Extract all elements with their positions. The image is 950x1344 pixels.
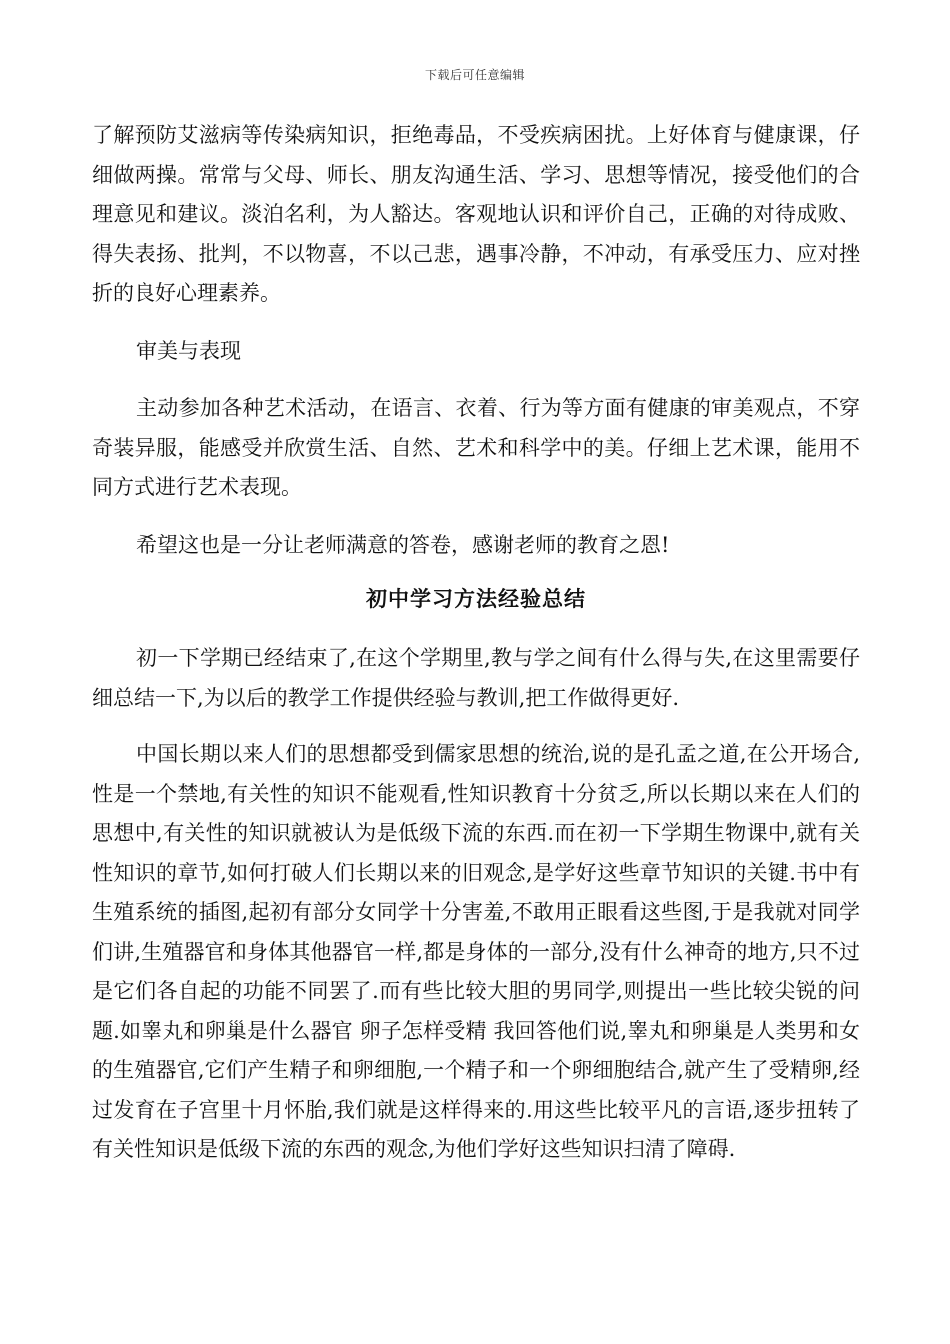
section-title: 初中学习方法经验总结 [366, 586, 586, 611]
document-body [92, 116, 860, 1170]
paragraph-main: 中国长期以来人们的思想都受到儒家思想的统治,说的是孔孟之道,在公开场合,性是一个禁地,有关性的知识不能观看,性知识教育十分贫乏,所以长期以来在人们的思想中,有关性的知识就被认为是低级下流的东西.而在初一下学期生物课中,就有关性知识的章节,如何打破人们长期以来的旧观念,是学好这些章节知识的关键.书中有生殖系统的插图,起初有部分女同学十分害羞,不敢用正眼看这些图,于是我就对同学们讲,生殖器官和身体其他器官一样,都是身体的一部分,没有什么神奇的地方,只不过是它们各自起的功能不同罢了.而有些比较大胆的男同学,则提出一些比较尖锐的问题.如睾丸和卵巢是什么器官 卵子怎样受精 我回答他们说,睾丸和卵巢是人类男和女的生殖器官,它们产生精子和卵细胞,一个精子和一个卵细胞结合,就产生了受精卵,经过发育在子宫里十月怀胎,我们就是这样得来的.用这些比较平凡的言语,逐步扭转了有关性知识是低级下流的东西的观念,为他们学好这些知识扫清了障碍. [92, 742, 860, 1161]
paragraph-aesthetics: 主动参加各种艺术活动，在语言、衣着、行为等方面有健康的审美观点，不穿奇装异服，能感受并欣赏生活、自然、艺术和科学中的美。仔细上艺术课，能用不同方式进行艺术表现。 [92, 396, 860, 499]
paragraph-closing: 希望这也是一分让老师满意的答卷，感谢老师的教育之恩! [136, 532, 670, 557]
paragraph-intro: 初一下学期已经结束了,在这个学期里,教与学之间有什么得与失,在这里需要仔细总结一下,为以后的教学工作提供经验与教训,把工作做得更好. [92, 646, 860, 710]
paragraph-health: 了解预防艾滋病等传染病知识，拒绝毒品，不受疾病困扰。上好体育与健康课，仔细做两操。常常与父母、师长、朋友沟通生活、学习、思想等情况，接受他们的合理意见和建议。淡泊名利，为人豁达。客观地认识和评价自己，正确的对待成败、得失表扬、批判，不以物喜，不以己悲，遇事冷静，不冲动，有承受压力、应对挫折的良好心理素养。 [92, 123, 860, 305]
page-header: 下载后可任意编辑 [424, 68, 525, 82]
section-heading-aesthetics: 审美与表现 [136, 338, 241, 363]
